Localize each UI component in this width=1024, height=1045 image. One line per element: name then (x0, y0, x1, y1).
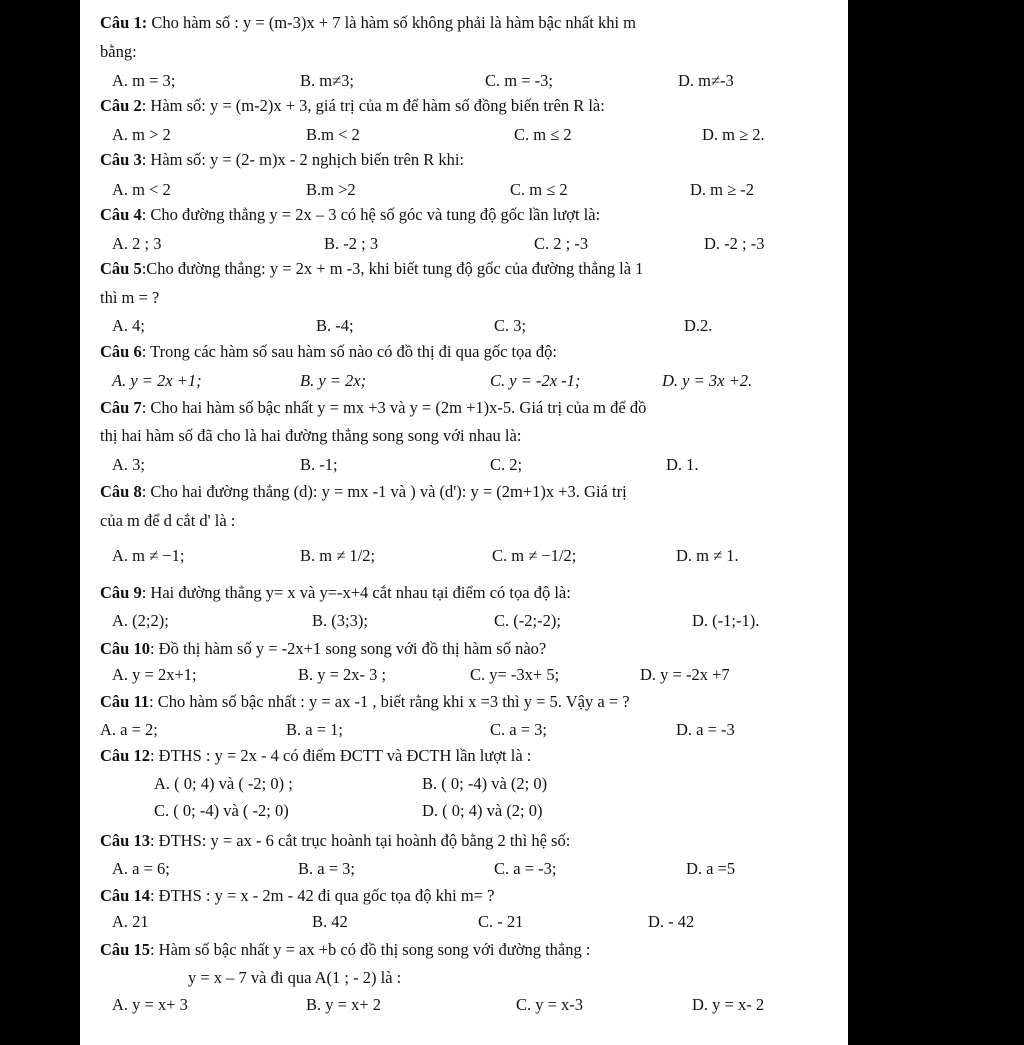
option-c: C. m ≤ 2 (510, 180, 568, 199)
option-c: C. y = -2x -1; (490, 371, 581, 390)
question-7-continuation: thị hai hàm số đã cho là hai đường thẳng song song với nhau là: (100, 426, 522, 445)
option-b: B. m≠3; (300, 71, 354, 90)
option-a: A. m > 2 (112, 125, 171, 144)
question-1: Câu 1: Cho hàm số : y = (m-3)x + 7 là hàm số không phải là hàm bậc nhất khi m (100, 13, 636, 32)
question-2: Câu 2: Hàm số: y = (m-2)x + 3, giá trị của m để hàm số đồng biến trên R là: (100, 96, 605, 115)
option-c: C. 3; (494, 316, 527, 335)
option-d: D. m ≠ 1. (676, 546, 739, 565)
option-c: C. y= -3x+ 5; (470, 665, 560, 684)
question-5: Câu 5:Cho đường thẳng: y = 2x + m -3, khi biết tung độ gốc của đường thẳng là 1 (100, 259, 644, 278)
option-a: A. 2 ; 3 (112, 234, 162, 253)
option-a: A. ( 0; 4) và ( -2; 0) ; (154, 774, 293, 793)
question-6: Câu 6: Trong các hàm số sau hàm số nào có đồ thị đi qua gốc tọa độ: (100, 342, 557, 361)
option-b: B.m < 2 (306, 125, 360, 144)
option-c: C. m ≠ −1/2; (492, 546, 577, 565)
option-c: C. a = -3; (494, 859, 557, 878)
option-b: B. y = x+ 2 (306, 995, 381, 1014)
question-10: Câu 10: Đồ thị hàm số y = -2x+1 song song với đồ thị hàm số nào? (100, 639, 547, 658)
option-b: B. a = 3; (298, 859, 355, 878)
question-5-continuation: thì m = ? (100, 288, 160, 307)
option-c: C. 2; (490, 455, 523, 474)
option-a: A. m ≠ −1; (112, 546, 185, 565)
question-4: Câu 4: Cho đường thẳng y = 2x – 3 có hệ số góc và tung độ gốc lần lượt là: (100, 205, 601, 224)
option-b: B. (3;3); (312, 611, 368, 630)
option-b: B.m >2 (306, 180, 356, 199)
option-c: C. ( 0; -4) và ( -2; 0) (154, 801, 289, 820)
option-a: A. m < 2 (112, 180, 171, 199)
question-1-continuation: bằng: (100, 42, 137, 61)
option-a: A. a = 6; (112, 859, 170, 878)
option-b: B. ( 0; -4) và (2; 0) (422, 774, 548, 793)
option-b: B. y = 2x; (300, 371, 367, 390)
option-d: D. 1. (666, 455, 699, 474)
option-c: C. 2 ; -3 (534, 234, 589, 253)
option-a: A. y = 2x +1; (112, 371, 202, 390)
option-c: C. (-2;-2); (494, 611, 561, 630)
question-15-continuation: y = x – 7 và đi qua A(1 ; - 2) là : (188, 968, 402, 987)
option-d: D. y = x- 2 (692, 995, 765, 1014)
question-9: Câu 9: Hai đường thẳng y= x và y=-x+4 cắt nhau tại điểm có tọa độ là: (100, 583, 571, 602)
option-b: B. m ≠ 1/2; (300, 546, 376, 565)
option-a: A. 21 (112, 912, 149, 931)
option-d: D. (-1;-1). (692, 611, 760, 630)
document-page (80, 0, 848, 1045)
option-a: A. m = 3; (112, 71, 176, 90)
option-d: D. a =5 (686, 859, 736, 878)
option-b: B. y = 2x- 3 ; (298, 665, 387, 684)
option-d: D. - 42 (648, 912, 695, 931)
question-14: Câu 14: ĐTHS : y = x - 2m - 42 đi qua gốc tọa độ khi m= ? (100, 886, 495, 905)
option-c: C. - 21 (478, 912, 524, 931)
question-3: Câu 3: Hàm số: y = (2- m)x - 2 nghịch biến trên R khi: (100, 150, 465, 169)
question-8: Câu 8: Cho hai đường thẳng (d): y = mx -1 và ) và (d'): y = (2m+1)x +3. Giá trị (100, 482, 627, 501)
option-b: B. -2 ; 3 (324, 234, 379, 253)
question-8-options (80, 542, 848, 572)
option-d: D. y = -2x +7 (640, 665, 730, 684)
question-15: Câu 15: Hàm số bậc nhất y = ax +b có đồ thị song song với đường thẳng : (100, 940, 591, 959)
option-b: B. -4; (316, 316, 354, 335)
option-b: B. a = 1; (286, 720, 343, 739)
option-d: D. y = 3x +2. (662, 371, 753, 390)
option-a: A. y = 2x+1; (112, 665, 197, 684)
option-c: C. m ≤ 2 (514, 125, 572, 144)
option-c: C. a = 3; (490, 720, 547, 739)
question-11: Câu 11: Cho hàm số bậc nhất : y = ax -1 , biết rằng khi x =3 thì y = 5. Vậy a = ? (100, 692, 630, 711)
option-b: B. -1; (300, 455, 338, 474)
option-d: D. m ≥ -2 (690, 180, 755, 199)
question-8-continuation: của m để d cắt d' là : (100, 511, 236, 530)
option-a: A. (2;2); (112, 611, 169, 630)
option-d: D. -2 ; -3 (704, 234, 765, 253)
question-12: Câu 12: ĐTHS : y = 2x - 4 có điểm ĐCTT và ĐCTH lần lượt là : (100, 746, 532, 765)
option-d: D. m≠-3 (678, 71, 734, 90)
option-b: B. 42 (312, 912, 348, 931)
question-7: Câu 7: Cho hai hàm số bậc nhất y = mx +3 và y = (2m +1)x-5. Giá trị của m để đồ (100, 398, 647, 417)
option-d: D. a = -3 (676, 720, 735, 739)
option-d: D.2. (684, 316, 713, 335)
option-a: A. a = 2; (100, 720, 158, 739)
option-a: A. 4; (112, 316, 145, 335)
option-c: C. m = -3; (485, 71, 553, 90)
option-d: D. ( 0; 4) và (2; 0) (422, 801, 543, 820)
option-c: C. y = x-3 (516, 995, 584, 1014)
question-13: Câu 13: ĐTHS: y = ax - 6 cắt trục hoành tại hoành độ bằng 2 thì hệ số: (100, 831, 571, 850)
option-a: A. y = x+ 3 (112, 995, 188, 1014)
option-a: A. 3; (112, 455, 145, 474)
option-d: D. m ≥ 2. (702, 125, 765, 144)
